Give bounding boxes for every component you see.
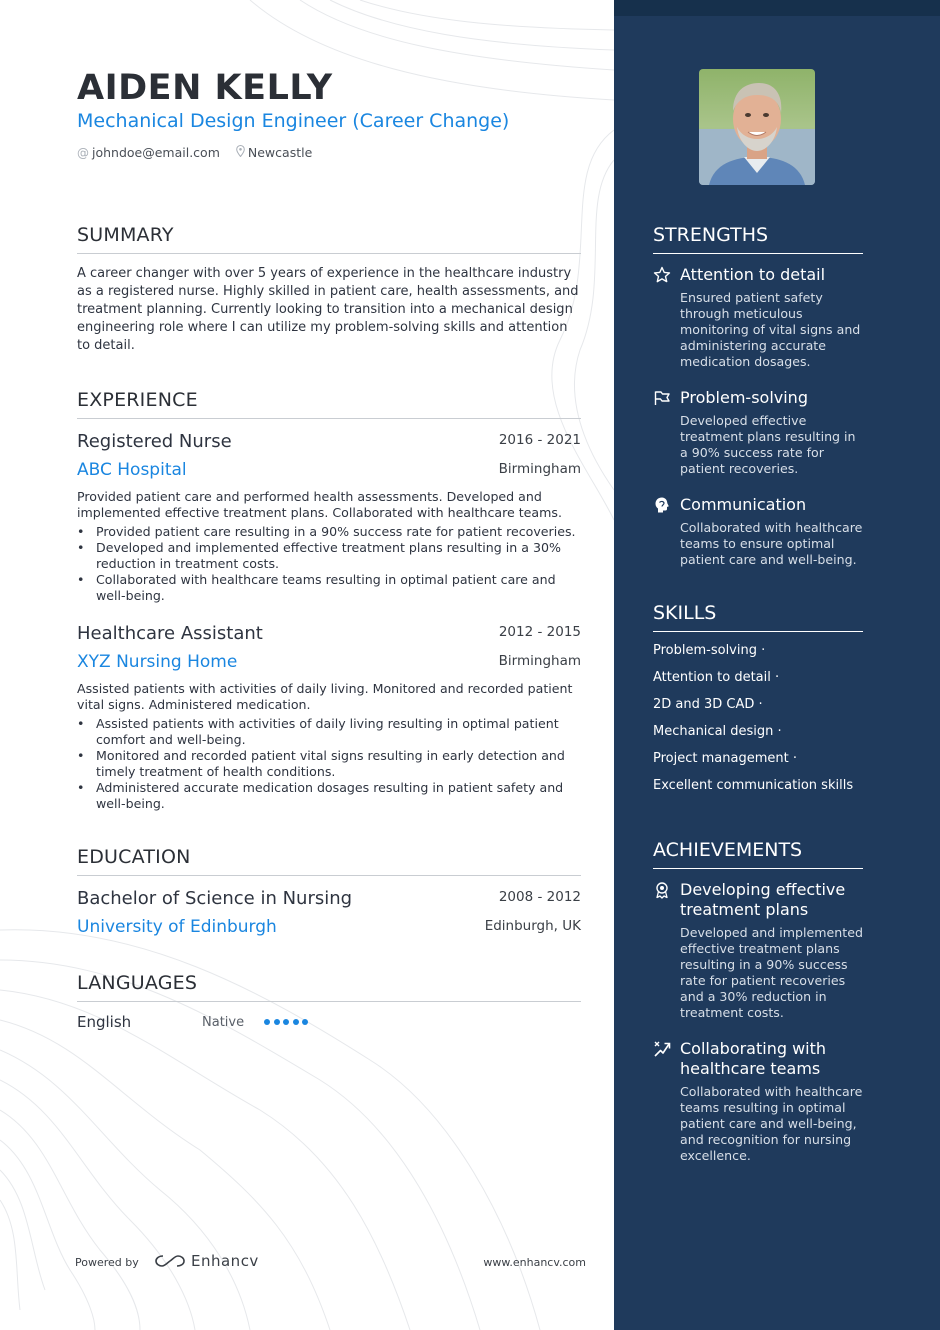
list-item: • Administered accurate medication dosages resulting in patient safety and well-being. — [77, 780, 581, 812]
location: Newcastle — [247, 145, 313, 160]
strength-title: Problem-solving — [680, 388, 808, 407]
job-company: ABC Hospital — [77, 460, 187, 480]
job-description: Provided patient care and performed health assessments. Developed and implemented effective treatment plans. Collaborated with healthcare teams. — [77, 489, 562, 520]
contact-info — [77, 145, 312, 160]
at-icon: @ — [77, 145, 89, 160]
list-item: • Developed and implemented effective treatment plans resulting in a 30% reduction in treatment costs. — [77, 540, 581, 572]
language-row — [77, 1013, 581, 1033]
flag-icon — [653, 389, 671, 407]
candidate-name: AIDEN KELLY — [77, 68, 333, 108]
powered-by-label: Powered by — [75, 1256, 139, 1269]
skill-item: Project management · — [653, 751, 797, 766]
job-bullets — [77, 716, 581, 812]
achievements-heading: ACHIEVEMENTS — [653, 838, 863, 869]
sidebar-top-strip — [614, 0, 940, 16]
skill-item: Mechanical design · — [653, 724, 782, 739]
job-description: Assisted patients with activities of daily living. Monitored and recorded patient vital signs. Administered medication. — [77, 681, 573, 712]
job-company: XYZ Nursing Home — [77, 652, 238, 672]
achievement-text: Developed and implemented effective treatment plans resulting in a 90% success rate for patient recoveries and a 30% reduction in treatment costs. — [680, 925, 863, 1020]
language-name: English — [77, 1013, 132, 1031]
profile-photo — [699, 69, 815, 185]
strength-title: Communication — [680, 495, 807, 514]
infinity-logo-icon — [155, 1254, 185, 1268]
skill-item: Excellent communication skills — [653, 778, 854, 793]
skill-item: Attention to detail · — [653, 670, 780, 685]
skill-item: Problem-solving · — [653, 643, 766, 658]
rating-dot — [264, 1019, 270, 1025]
strength-title: Attention to detail — [680, 265, 826, 284]
education-location: Edinburgh, UK — [484, 918, 581, 934]
rating-dot — [302, 1019, 308, 1025]
rating-dot — [274, 1019, 280, 1025]
growth-arrow-icon — [653, 1040, 671, 1058]
location-pin-icon — [236, 145, 245, 160]
strength-text: Ensured patient safety through meticulous monitoring of vital signs and administering accurate medication dosages. — [680, 290, 861, 369]
job-dates: 2016 - 2021 — [498, 432, 581, 448]
language-level: Native — [202, 1015, 245, 1030]
strength-text: Developed effective treatment plans resulting in a 90% success rate for patient recoveries. — [680, 413, 856, 476]
email[interactable]: johndoe@email.com — [92, 145, 220, 160]
summary-text: A career changer with over 5 years of experience in the healthcare industry as a registered nurse. Highly skilled in patient care, health assessments, and treatment planning. Currently looking to transition into a mechanical design engineering role where I can utilize my problem-solving skills and attention to detail. — [77, 266, 579, 353]
list-item: • Provided patient care resulting in a 90% success rate for patient recoveries. — [77, 524, 581, 540]
enhancv-logo[interactable] — [155, 1252, 259, 1270]
job-location: Birmingham — [498, 461, 581, 477]
education-dates: 2008 - 2012 — [498, 889, 581, 905]
speech-head-icon — [653, 496, 671, 514]
job-location: Birmingham — [498, 653, 581, 669]
list-item: • Collaborated with healthcare teams resulting in optimal patient care and well-being. — [77, 572, 581, 604]
education-degree: Bachelor of Science in Nursing — [77, 888, 353, 909]
footer — [75, 1254, 586, 1274]
experience-heading: EXPERIENCE — [77, 388, 581, 419]
languages-heading: LANGUAGES — [77, 971, 581, 1002]
skill-item: 2D and 3D CAD · — [653, 697, 763, 712]
job-role: Registered Nurse — [77, 431, 232, 452]
list-item: • Monitored and recorded patient vital signs resulting in early detection and timely treatment of health conditions. — [77, 748, 581, 780]
strength-text: Collaborated with healthcare teams to ensure optimal patient care and well-being. — [680, 520, 863, 567]
rating-dot — [293, 1019, 299, 1025]
brand-name: Enhancv — [191, 1252, 259, 1270]
education-school: University of Edinburgh — [77, 917, 277, 937]
achievement-text: Collaborated with healthcare teams resulting in optimal patient care and well-being, and recognition for nursing excellence. — [680, 1084, 863, 1163]
job-role: Healthcare Assistant — [77, 623, 263, 644]
skills-heading: SKILLS — [653, 601, 863, 632]
education-heading: EDUCATION — [77, 845, 581, 876]
job-bullets — [77, 524, 581, 604]
job-dates: 2012 - 2015 — [498, 624, 581, 640]
star-icon — [653, 266, 671, 284]
rating-dot — [283, 1019, 289, 1025]
language-rating — [264, 1019, 312, 1025]
list-item: • Assisted patients with activities of daily living resulting in optimal patient comfort and well-being. — [77, 716, 581, 748]
award-icon — [653, 881, 671, 899]
achievement-title: Developing effective treatment plans — [680, 880, 846, 919]
candidate-title: Mechanical Design Engineer (Career Change) — [77, 110, 510, 132]
site-link[interactable]: www.enhancv.com — [483, 1256, 586, 1269]
strengths-heading: STRENGTHS — [653, 223, 863, 254]
summary-heading: SUMMARY — [77, 223, 581, 254]
achievement-title: Collaborating with healthcare teams — [680, 1039, 827, 1078]
